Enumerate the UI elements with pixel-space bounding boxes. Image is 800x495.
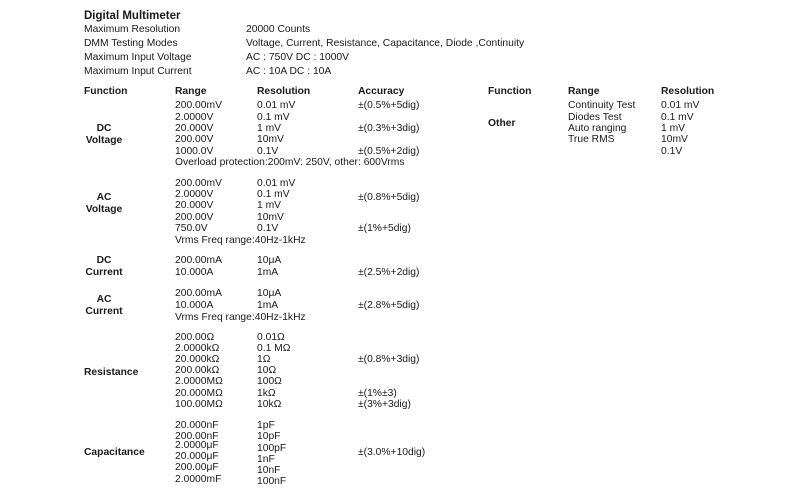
cap-resolution: 10pF (257, 431, 281, 442)
acv-resolution: 1 mV (257, 200, 282, 211)
spec-label-max-resolution: Maximum Resolution (84, 24, 181, 35)
other-resolution: 1 mV (661, 123, 686, 134)
acv-range: 200.00mV (175, 178, 222, 189)
spec-title: Digital Multimeter (84, 10, 181, 22)
dci-range: 200.00mA (175, 255, 222, 266)
header-range: Range (175, 86, 207, 97)
other-header-range: Range (568, 86, 600, 97)
other-range: Continuity Test (568, 100, 636, 111)
dci-range: 10.000A (175, 267, 214, 278)
function-resistance: Resistance (84, 367, 139, 378)
aci-resolution: 10μA (257, 288, 282, 299)
cap-resolution: 10nF (257, 465, 281, 476)
dcv-note: Overload protection:200mV: 250V, other: 600Vrms (175, 157, 405, 168)
other-header-resolution: Resolution (661, 86, 715, 97)
cap-accuracy: ±(3.0%+10dig) (358, 447, 426, 458)
cap-resolution: 1nF (257, 454, 275, 465)
dcv-resolution: 1 mV (257, 123, 282, 134)
dci-resolution: 10μA (257, 255, 282, 266)
aci-note: Vrms Freq range:40Hz-1kHz (175, 312, 306, 323)
acv-resolution: 0.01 mV (257, 178, 296, 189)
header-accuracy: Accuracy (358, 86, 405, 97)
function-dc-voltage-line2: Voltage (85, 135, 123, 146)
function-ac-voltage-line2: Voltage (85, 204, 123, 215)
dcv-resolution: 10mV (257, 134, 284, 145)
function-other: Other (488, 118, 516, 129)
dcv-accuracy: ±(0.5%+2dig) (358, 146, 420, 157)
res-range: 200.00Ω (175, 332, 215, 343)
res-range: 100.00MΩ (175, 399, 223, 410)
cap-range: 2.0000mF (175, 474, 222, 485)
dcv-resolution: 0.01 mV (257, 100, 296, 111)
spec-label-max-voltage: Maximum Input Voltage (84, 52, 192, 63)
acv-resolution: 10mV (257, 212, 284, 223)
res-resolution: 10kΩ (257, 399, 282, 410)
res-resolution: 100Ω (257, 376, 282, 387)
other-resolution: 0.01 mV (661, 100, 700, 111)
aci-range: 10.000A (175, 300, 214, 311)
other-header-function: Function (488, 86, 532, 97)
cap-resolution: 1pF (257, 420, 275, 431)
dci-accuracy: ±(2.5%+2dig) (358, 267, 420, 278)
acv-range: 20.000V (175, 200, 214, 211)
res-resolution: 1Ω (257, 354, 271, 365)
header-resolution: Resolution (257, 86, 311, 97)
cap-range: 2.0000μF (175, 440, 219, 451)
dcv-resolution: 0.1V (257, 146, 279, 157)
other-resolution: 0.1 mV (661, 112, 694, 123)
cap-resolution: 100pF (257, 443, 287, 454)
res-resolution: 0.01Ω (257, 332, 285, 343)
other-resolution: 10mV (661, 134, 688, 145)
res-range: 20.000MΩ (175, 388, 223, 399)
dcv-range: 1000.0V (175, 146, 214, 157)
function-dc-voltage-line1: DC (96, 123, 112, 134)
spec-value-max-resolution: 20000 Counts (246, 24, 311, 35)
aci-accuracy: ±(2.8%+5dig) (358, 300, 420, 311)
function-dc-current-line1: DC (96, 255, 112, 266)
dcv-accuracy: ±(0.5%+5dig) (358, 100, 420, 111)
spec-value-max-voltage: AC : 750V DC : 1000V (246, 52, 350, 63)
res-resolution: 1kΩ (257, 388, 276, 399)
other-resolution: 0.1V (661, 146, 683, 157)
aci-range: 200.00mA (175, 288, 222, 299)
spec-value-testing-modes: Voltage, Current, Resistance, Capacitance, Diode ,Continuity (246, 38, 525, 49)
res-range: 20.000kΩ (175, 354, 220, 365)
acv-accuracy: ±(1%+5dig) (358, 223, 411, 234)
acv-resolution: 0.1 mV (257, 189, 290, 200)
cap-range: 200.00μF (175, 462, 219, 473)
acv-resolution: 0.1V (257, 223, 279, 234)
res-accuracy: ±(1%±3) (358, 388, 397, 399)
res-range: 2.0000MΩ (175, 376, 223, 387)
other-range: True RMS (568, 134, 615, 145)
dcv-range: 200.00mV (175, 100, 222, 111)
acv-accuracy: ±(0.8%+5dig) (358, 192, 420, 203)
res-accuracy: ±(3%+3dig) (358, 399, 411, 410)
function-dc-current-line2: Current (85, 267, 123, 278)
acv-range: 750.0V (175, 223, 208, 234)
spec-label-testing-modes: DMM Testing Modes (84, 38, 178, 49)
acv-note: Vrms Freq range:40Hz-1kHz (175, 235, 306, 246)
function-capacitance: Capacitance (84, 447, 145, 458)
dcv-range: 2.0000V (175, 112, 214, 123)
cap-range: 20.000nF (175, 420, 219, 431)
spec-value-max-current: AC : 10A DC : 10A (246, 66, 332, 77)
dcv-accuracy: ±(0.3%+3dig) (358, 123, 420, 134)
other-range: Auto ranging (568, 123, 627, 134)
cap-range: 200.00nF (175, 431, 219, 442)
function-ac-current-line2: Current (85, 306, 123, 317)
res-range: 2.0000kΩ (175, 343, 220, 354)
res-accuracy: ±(0.8%+3dig) (358, 354, 420, 365)
res-resolution: 0.1 MΩ (257, 343, 291, 354)
other-range: Diodes Test (568, 112, 622, 123)
dcv-range: 200.00V (175, 134, 214, 145)
header-function: Function (84, 86, 128, 97)
dcv-resolution: 0.1 mV (257, 112, 290, 123)
dci-resolution: 1mA (257, 267, 279, 278)
function-ac-voltage-line1: AC (96, 192, 112, 203)
aci-resolution: 1mA (257, 300, 279, 311)
acv-range: 2.0000V (175, 189, 214, 200)
res-resolution: 10Ω (257, 365, 277, 376)
res-range: 200.00kΩ (175, 365, 220, 376)
function-ac-current-line1: AC (96, 294, 112, 305)
cap-resolution: 100nF (257, 476, 287, 487)
cap-range: 20.000μF (175, 451, 219, 462)
spec-label-max-current: Maximum Input Current (84, 66, 192, 77)
dcv-range: 20.000V (175, 123, 214, 134)
acv-range: 200.00V (175, 212, 214, 223)
